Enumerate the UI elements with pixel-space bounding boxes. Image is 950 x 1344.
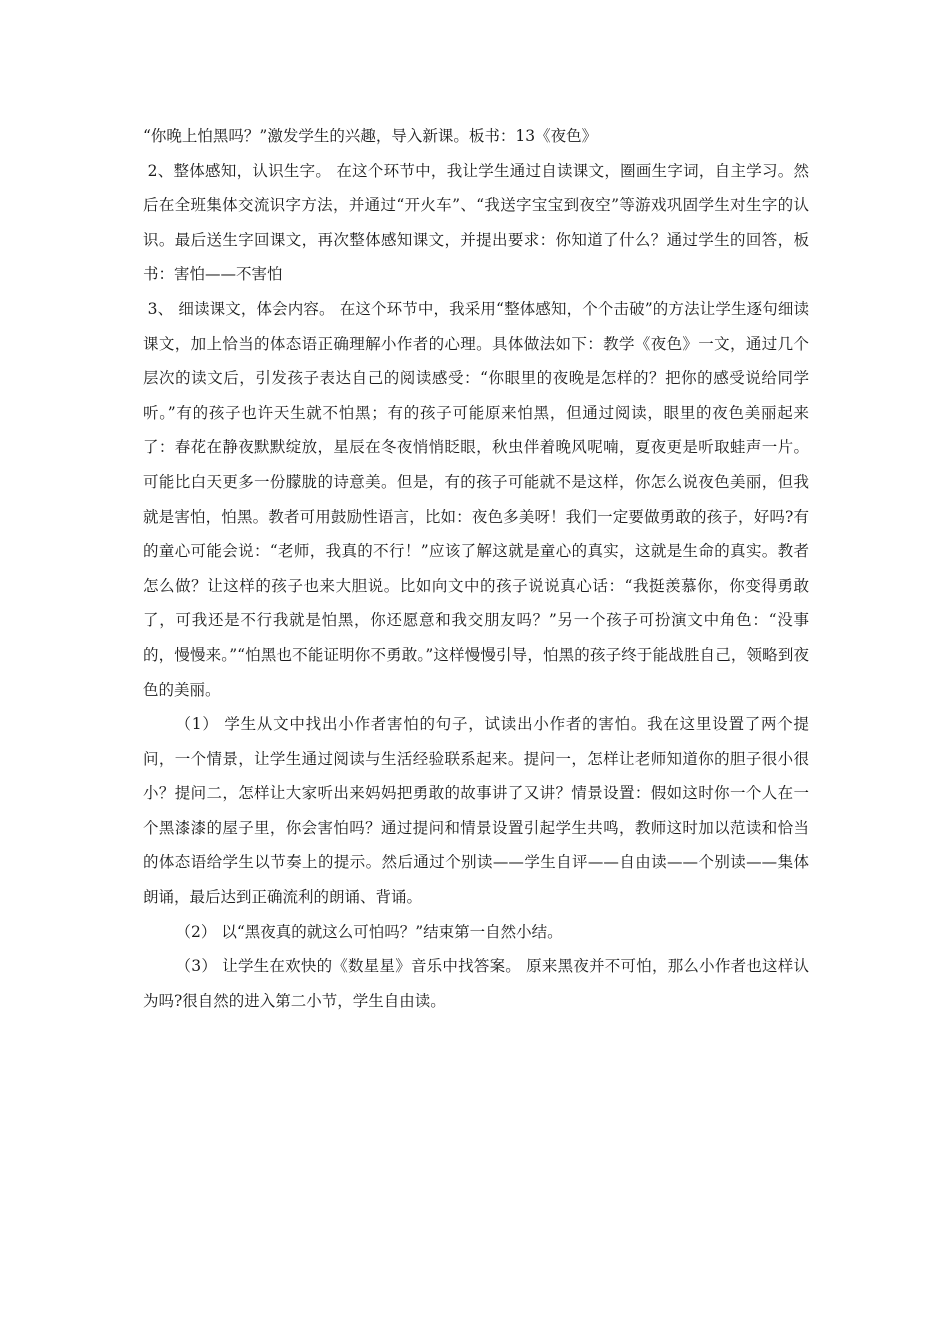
paragraph-sub-2: （2） 以“黑夜真的就这么可怕吗？”结束第一自然小结。: [175, 922, 563, 941]
paragraph-sub-1: （1） 学生从文中找出小作者害怕的句子，试读出小作者的害怕。我在这里设置了两个提问，一个情景，让学生通过阅读与生活经验联系起来。提问一，怎样让老师知道你的胆子很小很小？提问二，怎样让大家听出来妈妈把勇敢的故事讲了又讲？情景设置：假如这时你一个人在一个黑漆漆的屋子里，你会害怕吗？通过提问和情景设置引起学生共鸣，教师这时加以范读和恰当的体态语给学生以节奏上的提示。然后通过个别读——学生自评——自由读——个别读——集体朗诵，最后达到正确流利的朗诵、背诵。: [143, 715, 809, 907]
paragraph-step-3: 3、 细读课文，体会内容。 在这个环节中，我采用“整体感知，个个击破”的方法让学生逐句细读课文，加上恰当的体态语正确理解小作者的心理。具体做法如下：教学《夜色》一文，通过几个层次的读文后，引发孩子表达自己的阅读感受：“你眼里的夜晚是怎样的？把你的感受说给同学听。”有的孩子也许天生就不怕黑；有的孩子可能原来怕黑，但通过阅读，眼里的夜色美丽起来了：春花在静夜默默绽放，星辰在冬夜悄悄眨眼，秋虫伴着晚风呢喃，夏夜更是听取蛙声一片。可能比白天更多一份朦胧的诗意美。但是，有的孩子可能就不是这样，你怎么说夜色美丽，但我就是害怕，怕黑。教者可用鼓励性语言，比如：夜色多美呀！我们一定要做勇敢的孩子，好吗?有的童心可能会说：“老师，我真的不行！”应该了解这就是童心的真实，这就是生命的真实。教者怎么做？让这样的孩子也来大胆说。比如向文中的孩子说说真心话：“我挺羡慕你，你变得勇敢了，可我还是不行我就是怕黑，你还愿意和我交朋友吗？”另一个孩子可扮演文中角色：“没事的，慢慢来。”“怕黑也不能证明你不勇敢。”这样慢慢引导，怕黑的孩子终于能战胜自己，领略到夜色的美丽。: [143, 299, 809, 699]
document-body: [143, 119, 809, 1018]
paragraph-intro: “你晚上怕黑吗？”激发学生的兴趣，导入新课。板书：13《夜色》: [143, 127, 598, 145]
paragraph-sub-3: （3） 让学生在欢快的《数星星》音乐中找答案。 原来黑夜并不可怕，那么小作者也这样认为吗?很自然的进入第二小节，学生自由读。: [143, 957, 809, 1010]
paragraph-step-2: 2、整体感知，认识生字。 在这个环节中，我让学生通过自读课文，圈画生字词，自主学习。然后在全班集体交流识字方法，并通过“开火车”、“我送字宝宝到夜空”等游戏巩固学生对生字的认识。最后送生字回课文，再次整体感知课文，并提出要求：你知道了什么？通过学生的回答，板书：害怕——不害怕: [143, 161, 809, 284]
